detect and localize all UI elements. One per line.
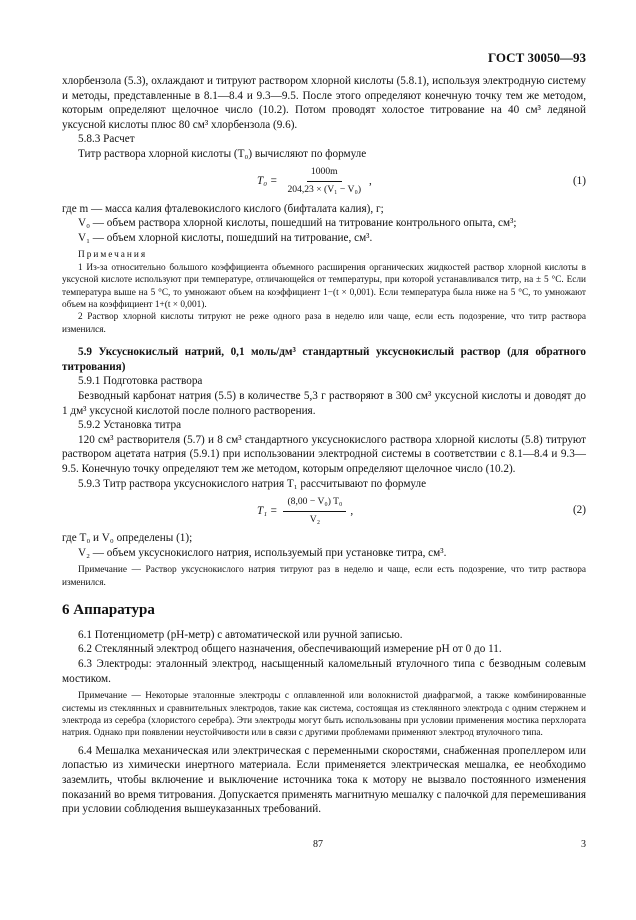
formula-number: (1) xyxy=(572,174,586,187)
formula-lhs: T₁ = xyxy=(257,504,278,517)
paragraph: 6.4 Мешалка механическая или электрическая с переменными скоростями, снабженная пропеллером или лопастью из химически инертного материала. Если применяется электрическая мешалка, ее необходимо заземлить, чтобы включение и выключение источника тока к мотору не вызвало постоянного изменения показаний во время титрования. Допускается применять магнитную мешалку с палочкой для перемешивания при условии соблюдения вышеуказанных требований. xyxy=(62,744,586,816)
formula-1 xyxy=(62,166,586,198)
definition-line: где m — масса калия фталевокислого кислого (бифталата калия), г; xyxy=(62,202,384,215)
definition-line: V₂ — объем уксуснокислого натрия, используемый при установке титра, см³. xyxy=(78,546,447,559)
formula-tail: , xyxy=(369,175,372,188)
formula-fraction xyxy=(283,165,365,197)
document-body xyxy=(62,74,586,817)
note: Примечание — Некоторые эталонные электроды с оплавленной или волокнистой диафрагмой, а также комбинированные системы из стеклянных и сравнительных электродов, такие как система, состоящая из стеклянного электрода с одним стержнем и электрода из серебра (хлористого серебра). Эти электроды могут быть использованы при условии применения мостика перхлората натрия. Однако при появлении неустойчивости или в связи с другими проблемами применяют электрод втулочного типа. xyxy=(62,691,586,739)
page-number: 87 xyxy=(313,839,323,850)
definition-line: где T₀ и V₀ определены (1); xyxy=(62,532,193,545)
formula-numerator: (8,00 − V₀) T₀ xyxy=(283,495,346,512)
formula-tail: , xyxy=(350,504,354,517)
paragraph: 6.2 Стеклянный электрод общего назначения, обеспечивающий измерение рН от 0 до 11. xyxy=(78,643,502,656)
formula-2 xyxy=(62,495,586,527)
notes-title: Примечания xyxy=(78,250,148,261)
definition-line: V₀ — объем раствора хлорной кислоты, пошедший на титрование контрольного опыта, см³; xyxy=(78,217,517,230)
paragraph: хлорбензола (5.3), охлаждают и титруют раствором хлорной кислоты (5.8.1), используя электродную систему и методы, представленные в 8.1—8.4 и 9.3—9.5. После этого определяют конечную точку тем же методом, которым определяют щелочное число (10.2). Потом проводят холостое титрование на 40 см³ ледяной уксусной кислоты плюс 80 см³ хлорбензола (9.6). xyxy=(62,75,586,131)
paragraph: 6.1 Потенциометр (рН-метр) с автоматической или ручной записью. xyxy=(78,628,403,641)
paragraph: 5.9.3 Титр раствора уксуснокислого натрия T₁ рассчитывают по формуле xyxy=(78,477,427,490)
formula-denominator: 204,23 × (V₁ − V₀) xyxy=(287,184,362,196)
note: Примечание — Раствор уксуснокислого натрия титруют раз в неделю и чаще, если есть подозрение, что титр раствора изменился. xyxy=(62,565,586,588)
subsection-title: 5.8.3 Расчет xyxy=(78,133,135,146)
note: 1 Из-за относительно большого коэффициента объемного расширения органических жидкостей раствор хлорной кислоты в уксусной кислоте используют при температуре, отличающейся от температуры, при которой устанавливался титр, на ± 5 °С. Если температура выше на 5 °С, то умножают объем на коэффициент 1−(t × 0,001). Если температура была ниже на 5 °С, то умножают объем на коэффициент 1+(t × 0,001). xyxy=(62,262,586,310)
definition-line: V₁ — объем хлорной кислоты, пошедший на титрование, см³. xyxy=(78,231,373,244)
formula-number: (2) xyxy=(572,504,586,517)
paragraph: Титр раствора хлорной кислоты (T₀) вычисляют по формуле xyxy=(78,147,367,160)
paragraph: 120 см³ растворителя (5.7) и 8 см³ стандартного уксуснокислого раствора хлорной кислоты (5.8) титруют раствором ацетата натрия (5.9.1) при использовании электродной системы в соответствии с 8.1—8.4 и 9.3—9.5. Конечную точку определяют тем же методом, которым определяют щелочное число (10.2). xyxy=(62,433,586,475)
formula-numerator: 1000m xyxy=(307,165,342,182)
formula-fraction xyxy=(283,495,346,527)
formula-lhs: T₀ = xyxy=(257,175,278,188)
section-heading: 6 Аппаратура xyxy=(62,602,155,619)
standard-header: ГОСТ 30050—93 xyxy=(487,50,586,65)
subsection-title: 5.9.1 Подготовка раствора xyxy=(78,375,203,388)
subsection-title: 5.9.2 Установка титра xyxy=(78,419,182,432)
formula-denominator: V₂ xyxy=(309,513,321,525)
section-title: 5.9 Уксуснокислый натрий, 0,1 моль/дм³ стандартный уксуснокислый раствор (для обратного титрования) xyxy=(62,346,586,373)
paragraph: 6.3 Электроды: эталонный электрод, насыщенный каломельный втулочного типа с безводным солевым мостиком. xyxy=(62,657,586,685)
paragraph: Безводный карбонат натрия (5.5) в количестве 5,3 г растворяют в 300 см³ уксусной кислоты и доводят до 1 дм³ уксусной кислотой после полного растворения. xyxy=(62,389,586,417)
note: 2 Раствор хлорной кислоты титруют не реже одного раза в неделю или чаще, если есть подозрение, что титр раствора изменился. xyxy=(62,312,586,335)
sheet-number: 3 xyxy=(581,839,586,850)
